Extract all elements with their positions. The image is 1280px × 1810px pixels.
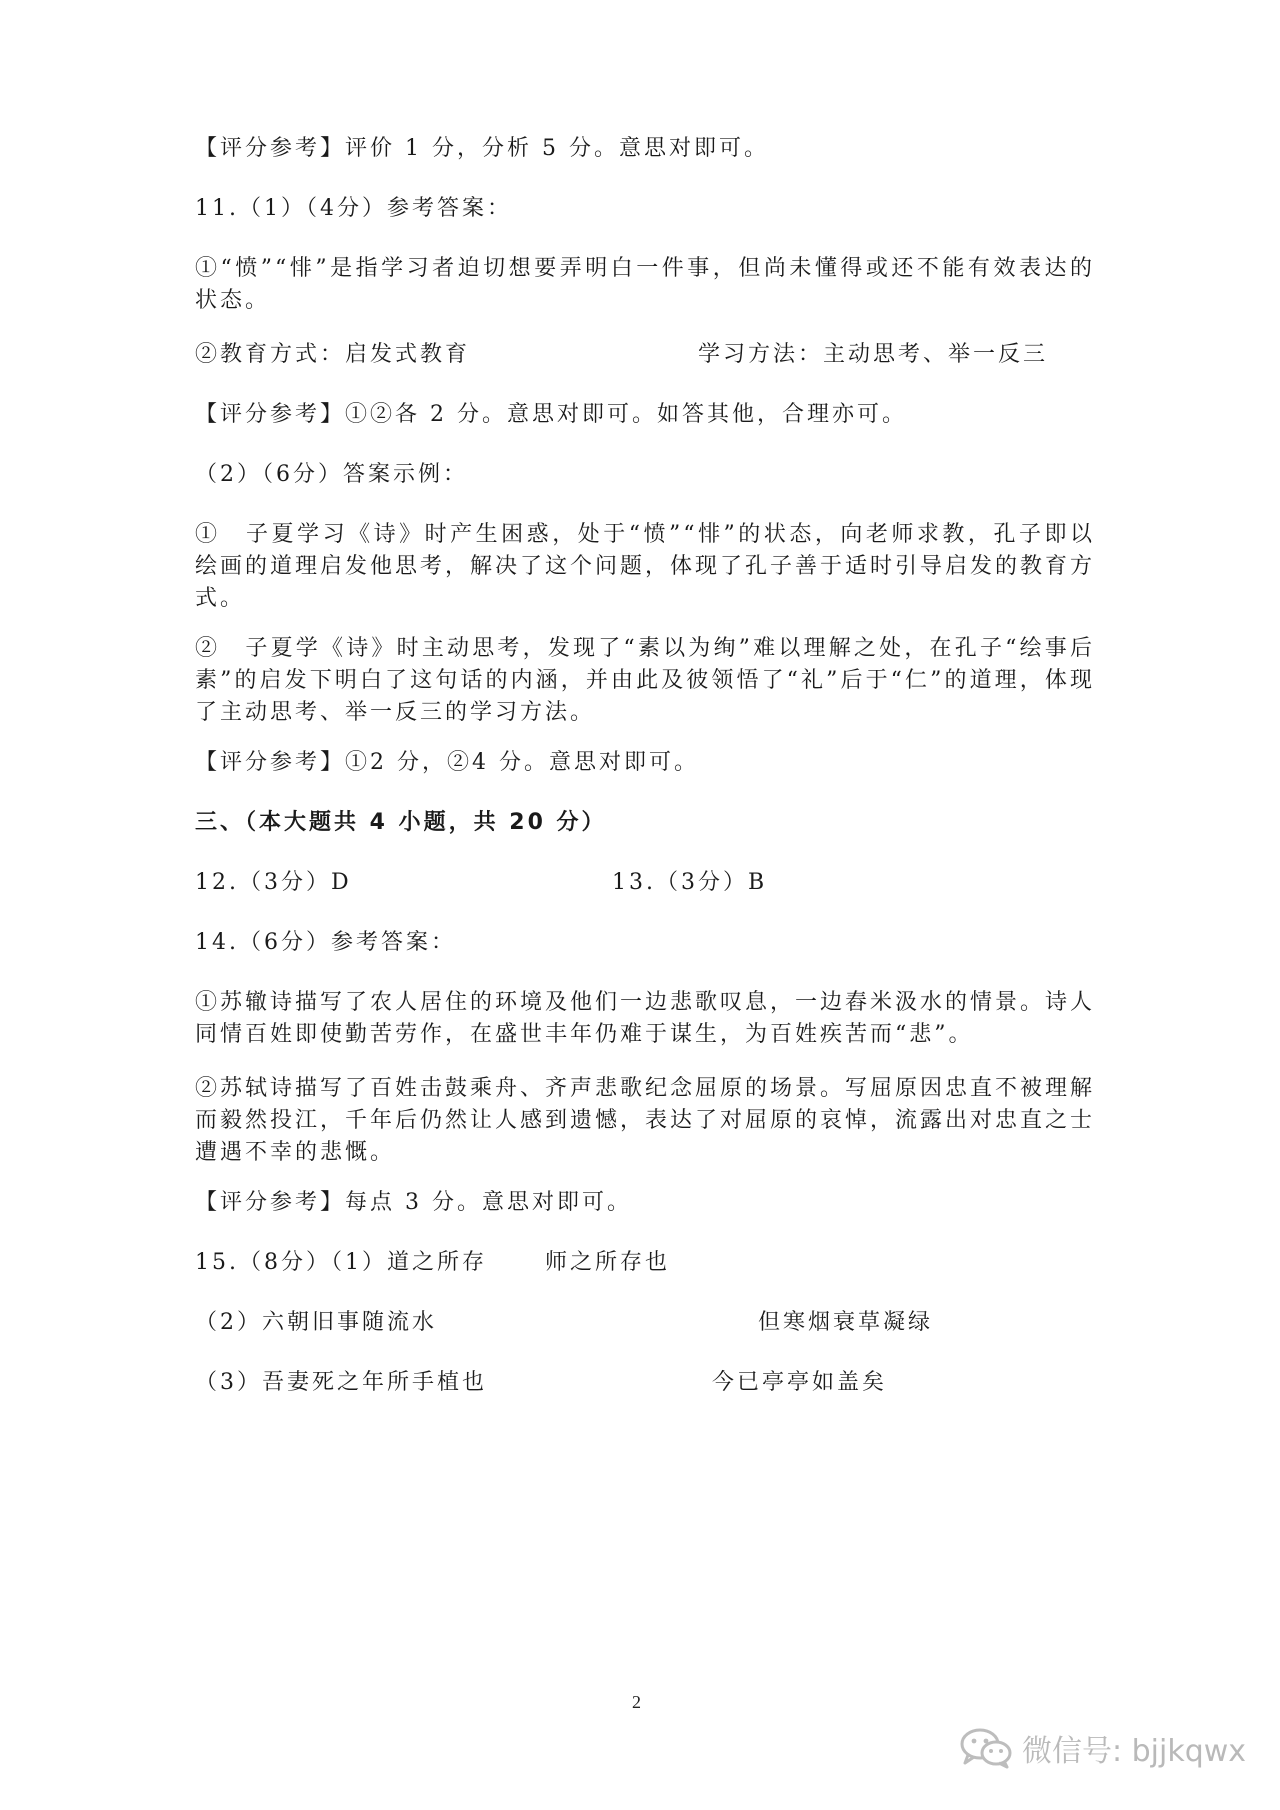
answer-15-1-part-a: 15.（8分）（1）道之所存 [195,1250,487,1275]
answer-15-1-part-b: 师之所存也 [545,1250,671,1275]
answer-15-3-part-a: （3）吾妻死之年所手植也 [195,1370,487,1395]
question-14-heading: 14.（6分）参考答案： [195,930,456,955]
wechat-icon [958,1726,1014,1770]
answer-15-2-part-b: 但寒烟衰草凝绿 [758,1310,934,1335]
answer-11-1-item-1: ①“愤”“悱”是指学习者迫切想要弄明白一件事，但尚未懂得或还不能有效表达的状态。 [195,256,1095,313]
page-number: 2 [632,1692,641,1712]
scoring-note-1: 【评分参考】评价 1 分，分析 5 分。意思对即可。 [195,136,769,161]
answer-15-2-part-a: （2）六朝旧事随流水 [195,1310,437,1335]
answer-11-2-item-2: ② 子夏学《诗》时主动思考，发现了“素以为绚”难以理解之处，在孔子“绘事后素”的启发下明白了这句话的内涵，并由此及彼领悟了“礼”后于“仁”的道理，体现了主动思考、举一反三的学习方法。 [195,636,1095,725]
scoring-note-4: 【评分参考】每点 3 分。意思对即可。 [195,1190,632,1215]
answer-11-2-item-1: ① 子夏学习《诗》时产生困惑，处于“愤”“悱”的状态，向老师求教，孔子即以绘画的道理启发他思考，解决了这个问题，体现了孔子善于适时引导启发的教育方式。 [195,522,1096,611]
question-11-2-heading: （2）（6分）答案示例： [195,462,468,487]
answer-12: 12.（3分）D [195,870,352,895]
answer-13: 13.（3分）B [612,870,768,895]
section-3-heading: 三、（本大题共 4 小题，共 20 分） [195,810,607,835]
scoring-note-2: 【评分参考】①②各 2 分。意思对即可。如答其他，合理亦可。 [195,402,907,427]
answer-11-1-item-2-learning: 学习方法：主动思考、举一反三 [698,342,1049,367]
question-11-1-heading: 11.（1）（4分）参考答案： [195,196,512,221]
scoring-note-3: 【评分参考】①2 分，②4 分。意思对即可。 [195,750,699,775]
answer-14-item-1: ①苏辙诗描写了农人居住的环境及他们一边悲歌叹息，一边舂米汲水的情景。诗人同情百姓即使勤苦劳作，在盛世丰年仍难于谋生，为百姓疾苦而“悲”。 [195,990,1096,1047]
answer-14-item-2: ②苏轼诗描写了百姓击鼓乘舟、齐声悲歌纪念屈原的场景。写屈原因忠直不被理解而毅然投江，千年后仍然让人感到遗憾，表达了对屈原的哀悼，流露出对忠直之士遭遇不幸的悲慨。 [195,1076,1096,1165]
answer-11-1-item-2-education: ②教育方式：启发式教育 [195,342,471,367]
watermark-text: 微信号: bjjkqwx [1022,1734,1247,1769]
answer-15-3-part-b: 今已亭亭如盖矣 [712,1370,888,1395]
watermark [958,1726,1246,1770]
